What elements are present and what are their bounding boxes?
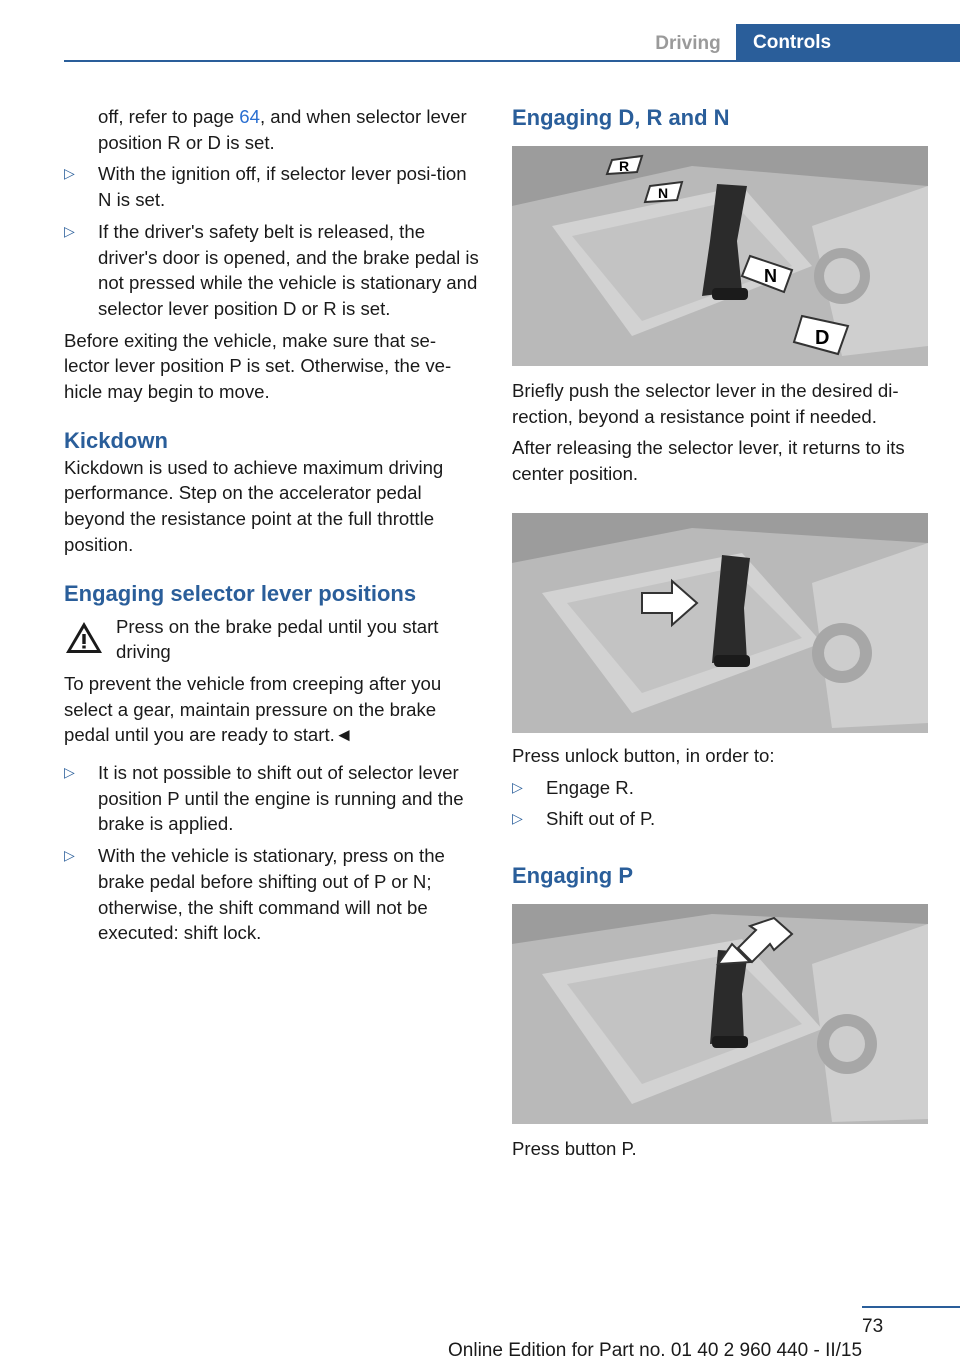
list-item: ▷ With the ignition off, if selector lever posi‐tion N is set. [64,163,467,211]
list-item: ▷ Shift out of P. [512,806,928,832]
bullet-triangle-icon: ▷ [512,810,523,827]
unlock-paragraph: Press unlock button, in order to: [512,744,775,766]
bullet-triangle-icon: ▷ [64,165,75,182]
push-paragraph: Briefly push the selector lever in the desired di‐rection, beyond a resistance point if needed. [512,380,899,427]
header-rule [64,60,960,62]
page-link[interactable]: 64 [239,106,260,127]
exit-paragraph: Before exiting the vehicle, make sure that se‐lector lever position P is set. Otherwise, the ve‐hicle may begin to move. [64,329,452,403]
footer-rule [862,1306,960,1308]
press-p-paragraph: Press button P. [512,1137,637,1159]
label-n-lower: N [764,266,777,286]
bullet-triangle-icon: ▷ [64,847,75,864]
heading-engaging-drn: Engaging D, R and N [512,105,730,130]
warning-triangle-icon [64,620,104,656]
kickdown-paragraph: Kickdown is used to achieve maximum driving performance. Step on the accelerator pedal beyond the resistance point at the full throttle position. [64,456,444,555]
header-chapter-tab[interactable]: Controls [736,24,960,62]
list-item: ▷ It is not possible to shift out of selector lever position P until the engine is running and the brake is applied. [64,762,464,835]
bullet-triangle-icon: ▷ [64,764,75,781]
selector-lever-p-image [512,904,928,1124]
header-section-tab[interactable]: Driving [655,33,721,54]
selector-lever-unlock-image [512,513,928,733]
warning-note [64,614,480,665]
right-column [512,104,928,1162]
left-column [64,104,480,946]
page-number: 73 [862,1316,884,1337]
bullet-triangle-icon: ▷ [64,222,75,239]
label-n-upper: N [658,185,669,201]
edition-text: Online Edition for Part no. 01 40 2 960 440 - II/15 [448,1340,863,1361]
kickdown-heading: Kickdown [64,427,168,453]
list-item: ▷ If the driver's safety belt is released, the driver's door is opened, and the brake pedal is not pressed while the vehicle is stationary and selector lever position D or R is set. [64,220,479,319]
continued-paragraph: off, refer to page 64, and when selector lever position R or D is set. [98,106,467,153]
list-item: ▷ Engage R. [512,775,928,801]
heading-engaging-p: Engaging P [512,862,633,888]
bullet-triangle-icon: ▷ [512,778,523,795]
engaging-heading: Engaging selector lever positions [64,580,417,606]
label-r: R [619,158,630,174]
selector-lever-drn-image [512,146,928,366]
release-paragraph: After releasing the selector lever, it returns to its center position. [512,437,905,485]
creep-paragraph: To prevent the vehicle from creeping after you select a gear, maintain pressure on the brake pedal until you are ready to start.◄ [64,672,442,746]
warning-text: Press on the brake pedal until you start driving [116,615,439,663]
label-d: D [815,327,830,349]
list-item: ▷ With the vehicle is stationary, press on the brake pedal before shifting out of P or N; otherwise, the shift command will not be executed: shift lock. [64,845,445,944]
